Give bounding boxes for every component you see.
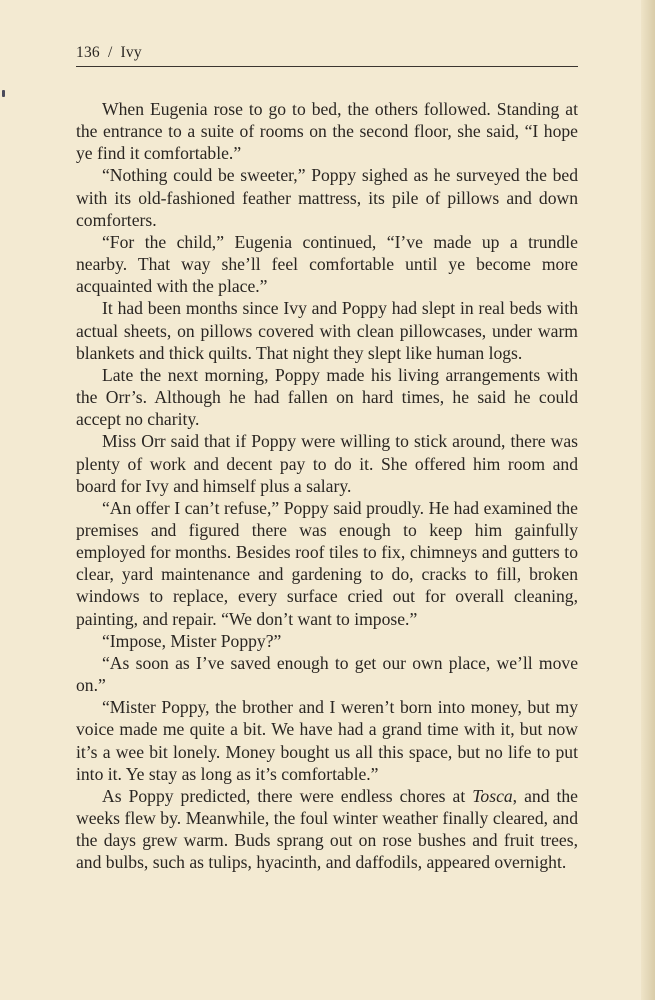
body-text	[76, 98, 578, 873]
paragraph: “Mister Poppy, the brother and I weren’t born into money, but my voice made me quite a bit. We have had a grand time with it, but now it’s a wee bit lonely. Money bought us all this space, but no life to put into it. Ye stay as long as it’s comfortable.”	[76, 697, 578, 784]
place-name-italic: Tosca	[472, 785, 513, 806]
paragraph: “Impose, Mister Poppy?”	[102, 630, 282, 651]
paragraph-text: As Poppy predicted, there were endless chores at	[102, 785, 473, 806]
paragraph: Late the next morning, Poppy made his living arrangements with the Orr’s. Although he had fallen on hard times, he said he could accept no charity.	[76, 364, 578, 430]
running-head	[76, 44, 142, 62]
paragraph: “For the child,” Eugenia continued, “I’ve made up a trundle nearby. That way she’ll feel comfortable until ye become more acquainted with the place.”	[76, 231, 578, 297]
page-number: 136	[76, 44, 100, 61]
paragraph	[76, 785, 578, 874]
paragraph: It had been months since Ivy and Poppy had slept in real beds with actual sheets, on pillows covered with clean pillowcases, under warm blankets and thick quilts. That night they slept like human logs.	[76, 298, 578, 363]
running-title: Ivy	[120, 44, 142, 61]
header-separator: /	[107, 44, 113, 61]
margin-ink-mark	[2, 90, 5, 97]
paragraph: Miss Orr said that if Poppy were willing to stick around, there was plenty of work and decent pay to do it. She offered him room and board for Ivy and himself plus a salary.	[76, 431, 578, 496]
header-rule	[76, 66, 578, 67]
paragraph: “Nothing could be sweeter,” Poppy sighed as he surveyed the bed with its old-fashioned feather mattress, its pile of pillows and down comforters.	[76, 165, 578, 230]
paragraph: “As soon as I’ve saved enough to get our own place, we’ll move on.”	[76, 652, 578, 696]
paragraph-text: , and the weeks flew by. Meanwhile, the foul winter weather finally cleared, and the days grew warm. Buds sprang out on rose bushes and fruit trees, and bulbs, such as tulips, hyacinth, and daffodils, appeared overnight.	[76, 785, 578, 873]
paragraph: “An offer I can’t refuse,” Poppy said proudly. He had examined the premises and figured there was enough to keep him gainfully employed for months. Besides roof tiles to fix, chimneys and gutters to clear, yard maintenance and gardening to do, cracks to fill, broken windows to replace, every surface cried out for overall cleaning, painting, and repair. “We don’t want to impose.”	[76, 497, 578, 629]
paragraph: When Eugenia rose to go to bed, the others followed. Standing at the entrance to a suite of rooms on the second floor, she said, “I hope ye find it comfortable.”	[76, 99, 578, 164]
page-edge-shadow	[641, 0, 655, 1000]
